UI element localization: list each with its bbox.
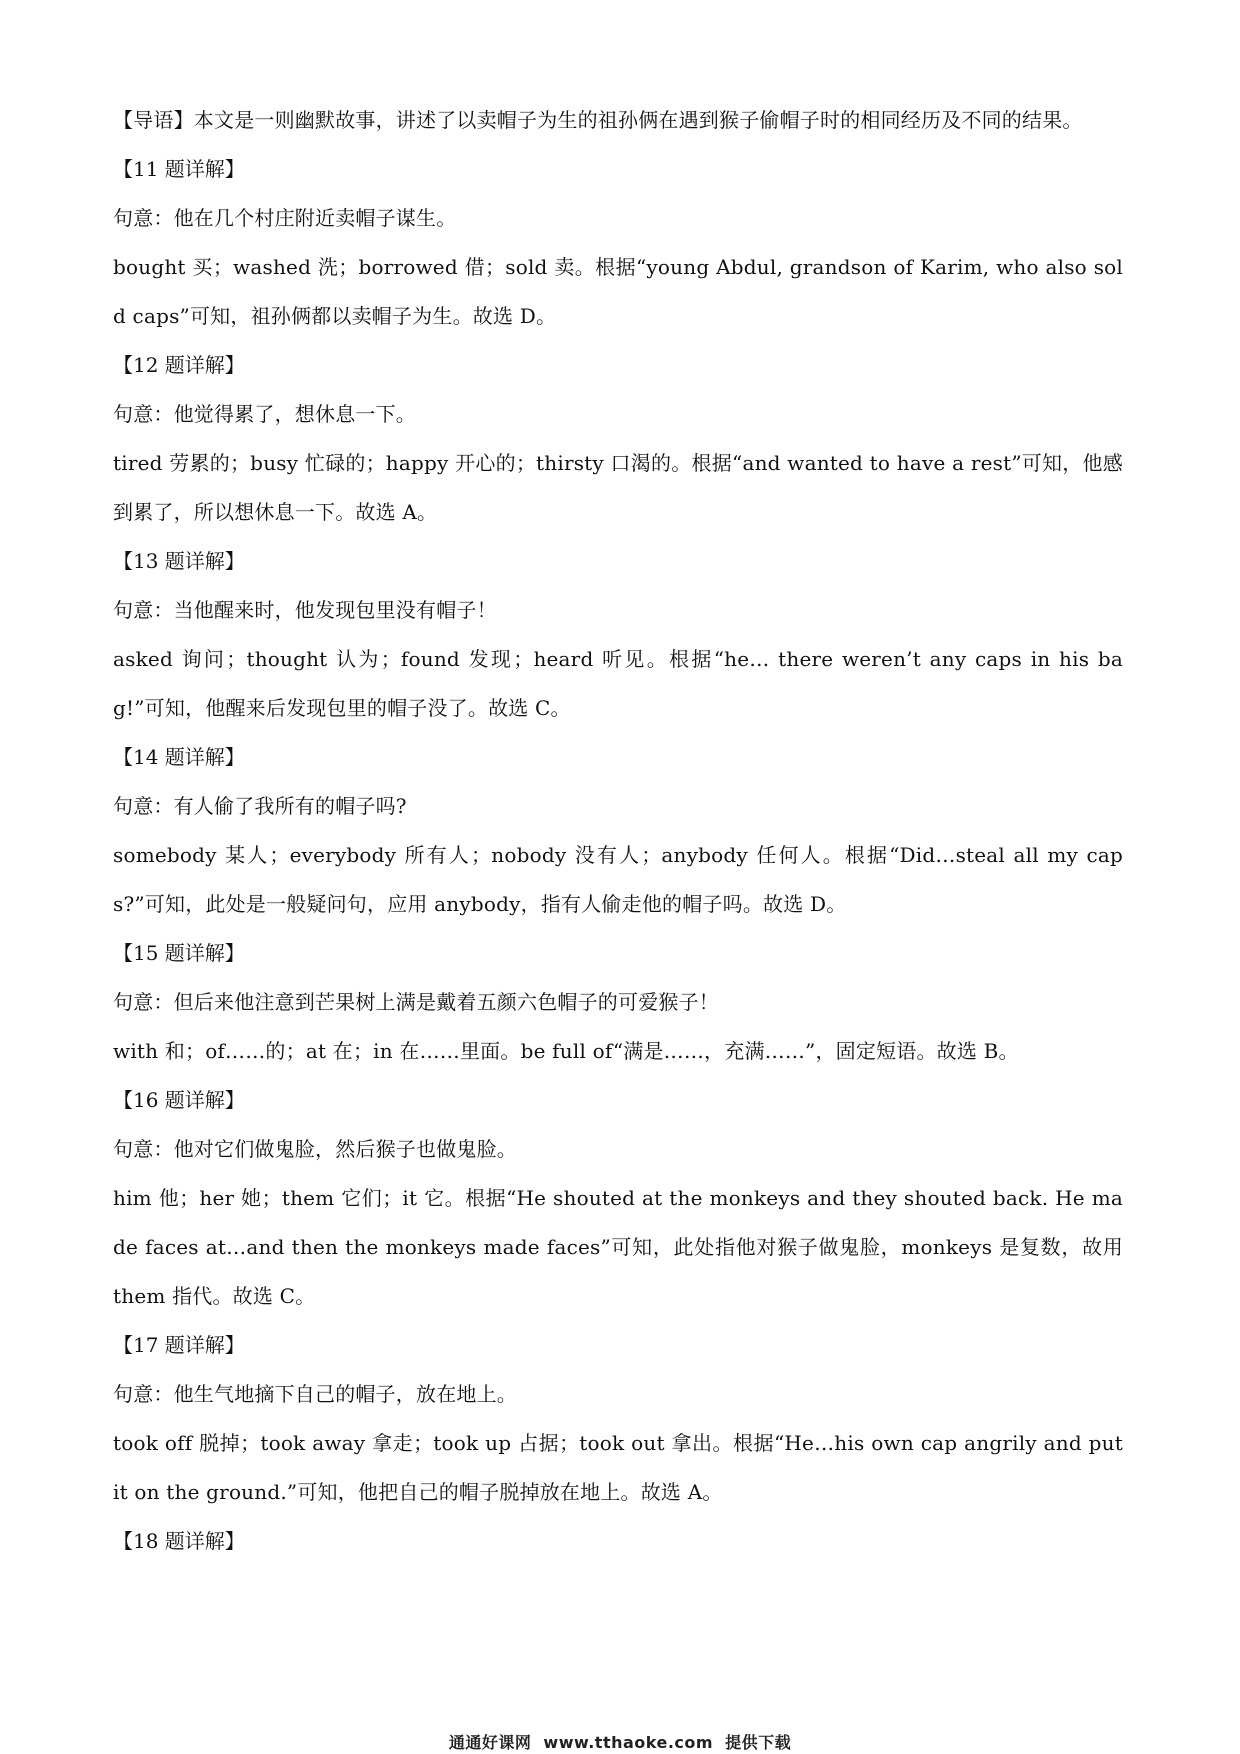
question-heading: 【15 题详解】 <box>113 941 245 965</box>
question-heading: 【18 题详解】 <box>113 1529 245 1553</box>
document-body <box>113 96 1123 1566</box>
sentence-meaning: 句意：他对它们做鬼脸，然后猴子也做鬼脸。 <box>113 1137 517 1161</box>
explanation: somebody 某人；everybody 所有人；nobody 没有人；anybody 任何人。根据“Did…steal all my caps?”可知，此处是一般疑问句，应用 anybody，指有人偷走他的帽子吗。故选 D。 <box>113 843 1123 916</box>
explanation: bought 买；washed 洗；borrowed 借；sold 卖。根据“young Abdul, grandson of Karim, who also sold caps”可知，祖孙俩都以卖帽子为生。故选 D。 <box>113 255 1123 328</box>
explanation: with 和；of……的；at 在；in 在……里面。be full of“满是……，充满……”，固定短语。故选 B。 <box>113 1039 1019 1063</box>
question-17 <box>113 1321 1123 1517</box>
sentence-meaning: 句意：当他醒来时，他发现包里没有帽子！ <box>113 598 497 622</box>
sentence-meaning: 句意：但后来他注意到芒果树上满是戴着五颜六色帽子的可爱猴子！ <box>113 990 719 1014</box>
question-18 <box>113 1517 1123 1566</box>
question-16 <box>113 1076 1123 1321</box>
question-heading: 【12 题详解】 <box>113 353 245 377</box>
question-heading: 【17 题详解】 <box>113 1333 245 1357</box>
intro-paragraph: 【导语】本文是一则幽默故事，讲述了以卖帽子为生的祖孙俩在遇到猴子偷帽子时的相同经历及不同的结果。 <box>113 108 1083 132</box>
question-heading: 【13 题详解】 <box>113 549 245 573</box>
sentence-meaning: 句意：他生气地摘下自己的帽子，放在地上。 <box>113 1382 517 1406</box>
question-heading: 【16 题详解】 <box>113 1088 245 1112</box>
question-heading: 【11 题详解】 <box>113 157 245 181</box>
footer-note: 提供下载 <box>725 1733 792 1752</box>
explanation: took off 脱掉；took away 拿走；took up 占据；took out 拿出。根据“He…his own cap angrily and put it on the ground.”可知，他把自己的帽子脱掉放在地上。故选 A。 <box>113 1431 1123 1504</box>
question-12 <box>113 341 1123 537</box>
question-11 <box>113 145 1123 341</box>
question-13 <box>113 537 1123 733</box>
footer-site-name: 通通好课网 <box>448 1733 532 1752</box>
page-footer <box>0 1730 1240 1753</box>
explanation: him 他；her 她；them 它们；it 它。根据“He shouted at the monkeys and they shouted back. He made faces at…and then the monkeys made faces”可知，此处指他对猴子做鬼脸，monkeys 是复数，故用 them 指代。故选 C。 <box>113 1186 1123 1308</box>
sentence-meaning: 句意：他在几个村庄附近卖帽子谋生。 <box>113 206 457 230</box>
question-heading: 【14 题详解】 <box>113 745 245 769</box>
explanation: tired 劳累的；busy 忙碌的；happy 开心的；thirsty 口渴的。根据“and wanted to have a rest”可知，他感到累了，所以想休息一下。故选 A。 <box>113 451 1123 524</box>
explanation: asked 询问；thought 认为；found 发现；heard 听见。根据“he… there weren’t any caps in his bag!”可知，他醒来后发现包里的帽子没了。故选 C。 <box>113 647 1123 720</box>
sentence-meaning: 句意：有人偷了我所有的帽子吗? <box>113 794 407 818</box>
footer-url-link[interactable]: www.tthaoke.com <box>543 1733 714 1752</box>
sentence-meaning: 句意：他觉得累了，想休息一下。 <box>113 402 416 426</box>
question-14 <box>113 733 1123 929</box>
question-15 <box>113 929 1123 1076</box>
